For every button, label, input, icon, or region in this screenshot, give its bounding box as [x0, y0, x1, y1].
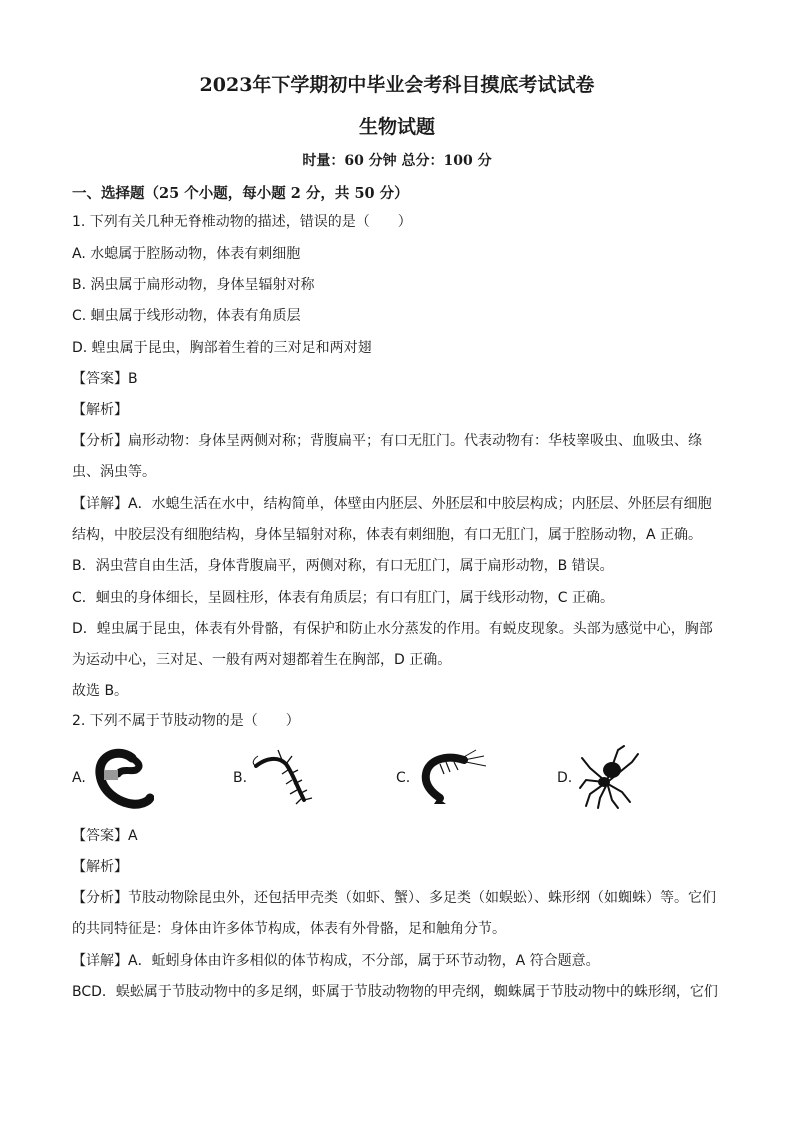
fenxi-text: 节肢动物除昆虫外，还包括甲壳类（如虾、蟹）、多足类（如蜈蚣）、蛛形纲（如蜘蛛）等。它们 — [128, 890, 716, 906]
q1-detail-line-1 — [72, 494, 732, 514]
fenxi-tag: 【分析】 — [72, 433, 128, 449]
q1-detail-line-3: B．涡虫营自由生活，身体背腹扁平，两侧对称，有口无肛门，属于扁形动物，B 错误。 — [72, 558, 614, 574]
q1-option-b: B. 涡虫属于扁形动物，身体呈辐射对称 — [72, 277, 315, 293]
fenxi-tag: 【分析】 — [72, 890, 128, 906]
q2-option-a-label: A. — [72, 770, 86, 786]
q1-stem: 1. 下列有关几种无脊椎动物的描述，错误的是（ ） — [72, 214, 412, 230]
q2-fenxi-line-2: 的共同特征是：身体由许多体节构成，体表有外骨骼，足和触角分节。 — [72, 921, 506, 937]
fenxi-text: 扁形动物：身体呈两侧对称；背腹扁平；有口无肛门。代表动物有：华枝睾吸虫、血吸虫、绦 — [128, 433, 702, 449]
answer-tag: 【答案】 — [72, 371, 128, 387]
answer-value: A — [128, 828, 138, 844]
q1-fenxi-line-1 — [72, 431, 732, 451]
shrimp-image — [416, 748, 488, 806]
q2-analysis-tag: 【解析】 — [72, 859, 128, 875]
q1-detail-line-5: D．蝗虫属于昆虫，体表有外骨骼，有保护和防止水分蒸发的作用。有蜕皮现象。头部为感觉中心，胸部 — [72, 621, 713, 637]
q2-stem: 2. 下列不属于节肢动物的是（ ） — [72, 713, 300, 729]
centipede-image — [252, 744, 322, 810]
q1-option-c: C. 蛔虫属于线形动物，体表有角质层 — [72, 308, 301, 324]
q1-analysis-tag: 【解析】 — [72, 402, 128, 418]
q1-detail-line-4: C．蛔虫的身体细长，呈圆柱形，体表有角质层；有口有肛门，属于线形动物，C 正确。 — [72, 590, 614, 606]
answer-value: B — [128, 371, 138, 387]
detail-text: A．水螅生活在水中，结构简单，体壁由内胚层、外胚层和中胶层构成；内胚层、外胚层有细胞 — [128, 496, 712, 512]
q1-option-d: D. 蝗虫属于昆虫，胸部着生着的三对足和两对翅 — [72, 340, 372, 356]
exam-title: 2023年下学期初中毕业会考科目摸底考试试卷 — [199, 74, 595, 96]
xiangjie-tag: 【详解】 — [72, 496, 128, 512]
q2-option-d-label: D. — [557, 770, 573, 786]
earthworm-image — [92, 744, 154, 810]
detail-text: A．蚯蚓身体由许多相似的体节构成，不分部，属于环节动物，A 符合题意。 — [128, 953, 600, 969]
q1-option-a: A. 水螅属于腔肠动物，体表有刺细胞 — [72, 246, 301, 262]
xiangjie-tag: 【详解】 — [72, 953, 128, 969]
q1-conclusion: 故选 B。 — [72, 683, 129, 699]
exam-subtitle: 生物试题 — [358, 116, 435, 138]
q1-detail-line-6: 为运动中心，三对足、一般有两对翅都着生在胸部，D 正确。 — [72, 652, 452, 668]
q2-detail-line-2: BCD．蜈蚣属于节肢动物中的多足纲，虾属于节肢动物物的甲壳纲，蜘蛛属于节肢动物中的蛛形纲，它们 — [72, 984, 718, 1000]
q2-answer — [72, 826, 732, 846]
answer-tag: 【答案】 — [72, 828, 128, 844]
q2-fenxi-line-1 — [72, 888, 732, 908]
q1-fenxi-line-2: 虫、涡虫等。 — [72, 464, 156, 480]
q2-option-c-label: C. — [396, 770, 411, 786]
section-heading: 一、选择题（25 个小题，每小题 2 分，共 50 分） — [72, 185, 409, 202]
q1-answer — [72, 369, 732, 389]
q1-detail-line-2: 结构，中胶层没有细胞结构，身体呈辐射对称，体表有刺细胞，有口无肛门，属于腔肠动物，A 正确。 — [72, 527, 703, 543]
q2-option-b-label: B. — [233, 770, 248, 786]
q2-detail-line-1 — [72, 951, 732, 971]
exam-meta: 时量：60 分钟 总分：100 分 — [302, 153, 492, 169]
spider-image — [578, 744, 640, 810]
